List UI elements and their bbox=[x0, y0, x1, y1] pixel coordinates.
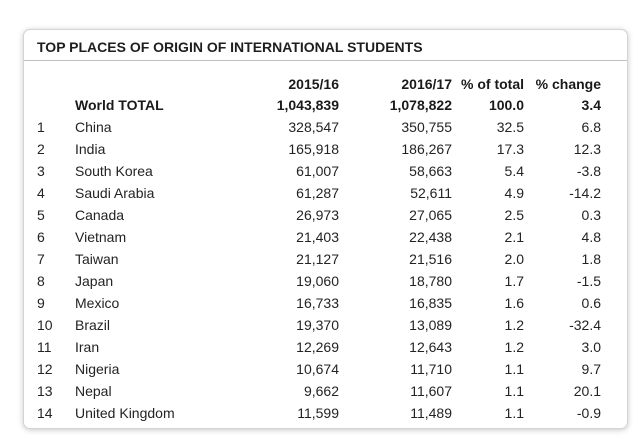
row-percent-change: -1.5 bbox=[576, 273, 601, 289]
table-title: TOP PLACES OF ORIGIN OF INTERNATIONAL STUDENTS bbox=[37, 39, 423, 55]
row-rank: 9 bbox=[37, 295, 45, 311]
row-country: Taiwan bbox=[75, 251, 119, 267]
row-country: Mexico bbox=[75, 295, 120, 311]
row-percent-change: 3.0 bbox=[581, 339, 601, 355]
row-2016-17: 16,835 bbox=[409, 295, 452, 311]
row-2015-16: 10,674 bbox=[296, 361, 339, 377]
row-percent-change: 0.6 bbox=[581, 295, 601, 311]
row-rank: 7 bbox=[37, 251, 45, 267]
row-2015-16: 16,733 bbox=[296, 295, 339, 311]
row-country: China bbox=[75, 119, 112, 135]
row-rank: 4 bbox=[37, 185, 45, 201]
header-percent-change: % change bbox=[535, 76, 601, 92]
row-percent-of-total: 2.5 bbox=[504, 207, 524, 223]
row-2015-16: 9,662 bbox=[303, 383, 339, 399]
row-percent-of-total: 5.4 bbox=[504, 163, 524, 179]
row-percent-of-total: 4.9 bbox=[504, 185, 524, 201]
row-percent-of-total: 1.1 bbox=[504, 405, 524, 421]
table-card bbox=[23, 29, 628, 429]
row-2016-17: 27,065 bbox=[409, 207, 452, 223]
row-country: India bbox=[75, 141, 106, 157]
row-percent-change: 4.8 bbox=[581, 229, 601, 245]
row-2015-16: 21,403 bbox=[296, 229, 339, 245]
row-percent-of-total: 17.3 bbox=[496, 141, 524, 157]
title-divider bbox=[24, 60, 627, 61]
row-percent-of-total: 1.1 bbox=[504, 383, 524, 399]
row-2015-16: 26,973 bbox=[296, 207, 339, 223]
row-country: Saudi Arabia bbox=[75, 185, 155, 201]
row-country: Iran bbox=[75, 339, 100, 355]
total-2015-16: 1,043,839 bbox=[276, 97, 339, 113]
total-2016-17: 1,078,822 bbox=[389, 97, 452, 113]
row-rank: 5 bbox=[37, 207, 45, 223]
row-rank: 8 bbox=[37, 273, 45, 289]
row-2016-17: 12,643 bbox=[409, 339, 452, 355]
row-rank: 10 bbox=[37, 317, 53, 333]
row-rank: 3 bbox=[37, 163, 45, 179]
row-2015-16: 12,269 bbox=[296, 339, 339, 355]
row-2015-16: 19,370 bbox=[296, 317, 339, 333]
row-2016-17: 11,489 bbox=[410, 405, 452, 421]
row-country: Nepal bbox=[75, 383, 112, 399]
header-percent-of-total: % of total bbox=[461, 76, 524, 92]
row-percent-change: -32.4 bbox=[569, 317, 601, 333]
row-percent-change: -0.9 bbox=[576, 405, 601, 421]
row-2016-17: 58,663 bbox=[409, 163, 452, 179]
row-country: Nigeria bbox=[75, 361, 120, 377]
row-percent-change: 6.8 bbox=[581, 119, 601, 135]
row-rank: 12 bbox=[37, 361, 53, 377]
row-rank: 13 bbox=[37, 383, 53, 399]
row-percent-of-total: 2.1 bbox=[504, 229, 524, 245]
row-2016-17: 13,089 bbox=[409, 317, 452, 333]
row-country: Vietnam bbox=[75, 229, 127, 245]
row-2016-17: 11,710 bbox=[410, 361, 452, 377]
row-percent-of-total: 1.2 bbox=[504, 339, 524, 355]
row-percent-of-total: 1.2 bbox=[504, 317, 524, 333]
row-percent-change: -3.8 bbox=[576, 163, 601, 179]
row-percent-of-total: 1.6 bbox=[504, 295, 524, 311]
row-2016-17: 21,516 bbox=[409, 251, 452, 267]
header-2016-17: 2016/17 bbox=[401, 76, 452, 92]
row-country: South Korea bbox=[75, 163, 153, 179]
row-2015-16: 19,060 bbox=[296, 273, 339, 289]
row-percent-change: 12.3 bbox=[573, 141, 601, 157]
row-2016-17: 350,755 bbox=[401, 119, 452, 135]
row-2016-17: 22,438 bbox=[409, 229, 452, 245]
row-percent-change: 1.8 bbox=[581, 251, 601, 267]
row-2015-16: 328,547 bbox=[288, 119, 339, 135]
row-rank: 14 bbox=[37, 405, 53, 421]
total-percent-of-total: 100.0 bbox=[488, 97, 524, 113]
row-2015-16: 165,918 bbox=[288, 141, 339, 157]
row-percent-change: 0.3 bbox=[581, 207, 601, 223]
total-label: World TOTAL bbox=[75, 97, 164, 113]
row-rank: 11 bbox=[37, 339, 52, 355]
row-percent-of-total: 32.5 bbox=[496, 119, 524, 135]
row-percent-of-total: 1.7 bbox=[504, 273, 524, 289]
row-rank: 6 bbox=[37, 229, 45, 245]
row-rank: 1 bbox=[37, 119, 45, 135]
row-2015-16: 61,287 bbox=[296, 185, 339, 201]
row-2016-17: 186,267 bbox=[401, 141, 452, 157]
row-percent-of-total: 1.1 bbox=[504, 361, 524, 377]
row-percent-of-total: 2.0 bbox=[504, 251, 524, 267]
header-2015-16: 2015/16 bbox=[288, 76, 339, 92]
row-percent-change: 9.7 bbox=[581, 361, 601, 377]
row-percent-change: 20.1 bbox=[573, 383, 601, 399]
row-percent-change: -14.2 bbox=[569, 185, 601, 201]
row-country: United Kingdom bbox=[75, 405, 175, 421]
row-rank: 2 bbox=[37, 141, 45, 157]
row-country: Japan bbox=[75, 273, 114, 289]
row-2016-17: 52,611 bbox=[410, 185, 452, 201]
row-country: Canada bbox=[75, 207, 125, 223]
row-2016-17: 18,780 bbox=[409, 273, 452, 289]
row-2015-16: 11,599 bbox=[297, 405, 339, 421]
total-percent-change: 3.4 bbox=[581, 97, 601, 113]
row-2015-16: 61,007 bbox=[296, 163, 339, 179]
row-2015-16: 21,127 bbox=[296, 251, 339, 267]
row-2016-17: 11,607 bbox=[410, 383, 452, 399]
row-country: Brazil bbox=[75, 317, 111, 333]
